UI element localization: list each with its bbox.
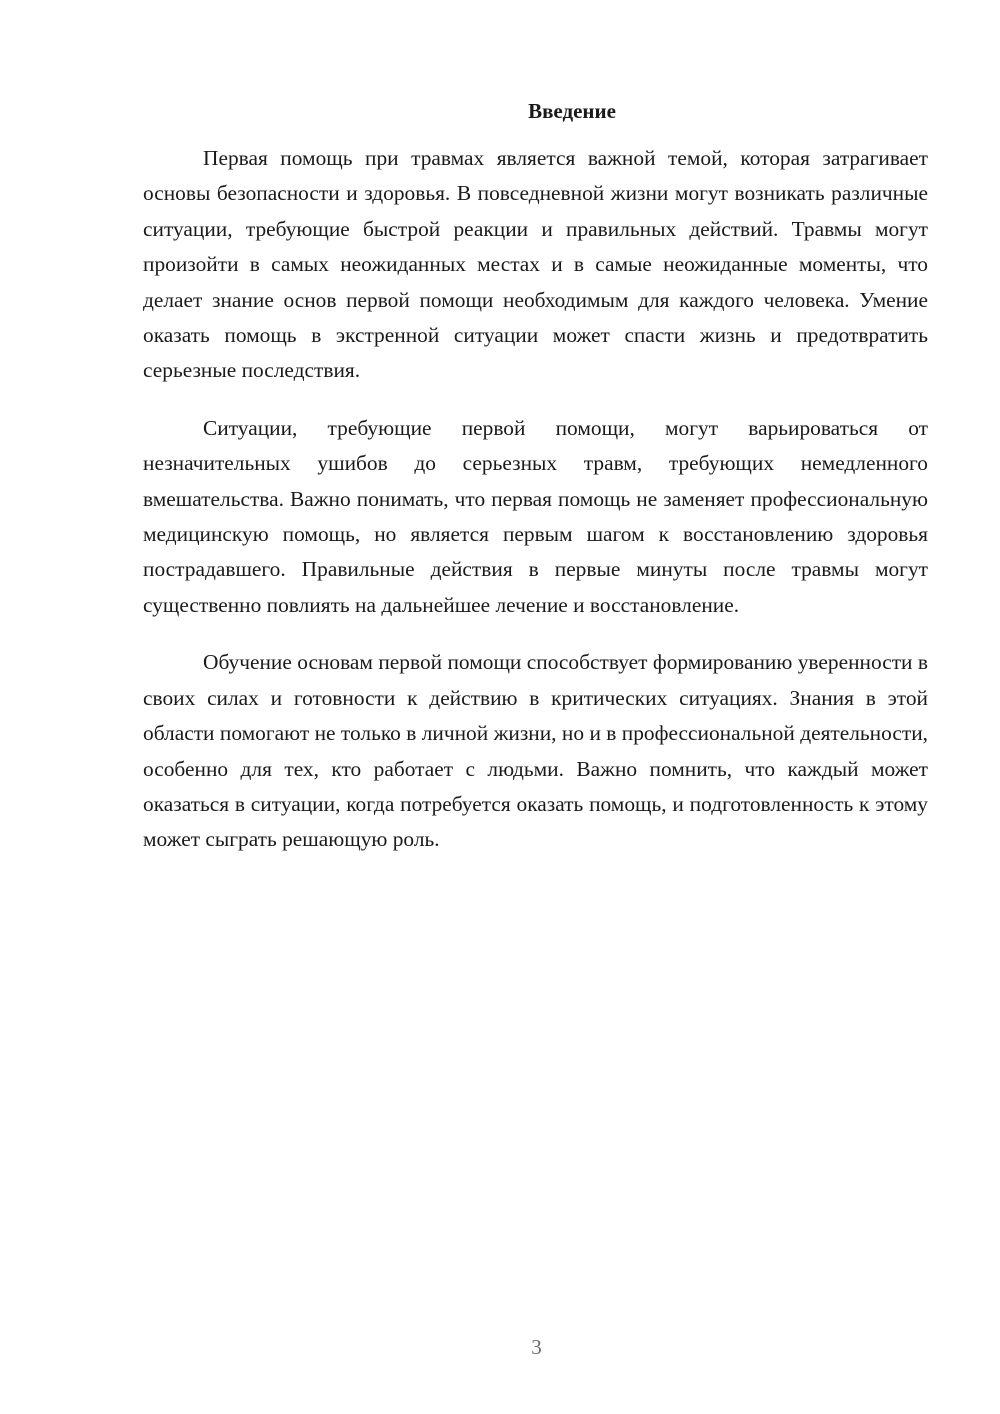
page-title: Введение	[528, 99, 616, 123]
page-content	[143, 96, 928, 880]
intro-paragraph-3: Обучение основам первой помощи способствует формированию уверенности в своих силах и готовности к действию в критических ситуациях. Знания в этой области помогают не только в личной жизни, но и в профессиональной деятельности, особенно для тех, кто работает с людьми. Важно помнить, что каждый может оказаться в ситуации, когда потребуется оказать помощь, и подготовленность к этому может сыграть решающую роль.	[143, 650, 928, 852]
intro-paragraph-2: Ситуации, требующие первой помощи, могут варьироваться от незначительных ушибов до серьезных травм, требующих немедленного вмешательства. Важно понимать, что первая помощь не заменяет профессиональную медицинскую помощь, но является первым шагом к восстановлению здоровья пострадавшего. Правильные действия в первые минуты после травмы могут существенно повлиять на дальнейшее лечение и восстановление.	[143, 415, 928, 617]
page-number: 3	[531, 1335, 542, 1359]
intro-paragraph-1: Первая помощь при травмах является важной темой, которая затрагивает основы безопасности и здоровья. В повседневной жизни могут возникать различные ситуации, требующие быстрой реакции и правильных действий. Травмы могут произойти в самых неожиданных местах и в самые неожиданные моменты, что делает знание основ первой помощи необходимым для каждого человека. Умение оказать помощь в экстренной ситуации может спасти жизнь и предотвратить серьезные последствия.	[143, 146, 928, 383]
